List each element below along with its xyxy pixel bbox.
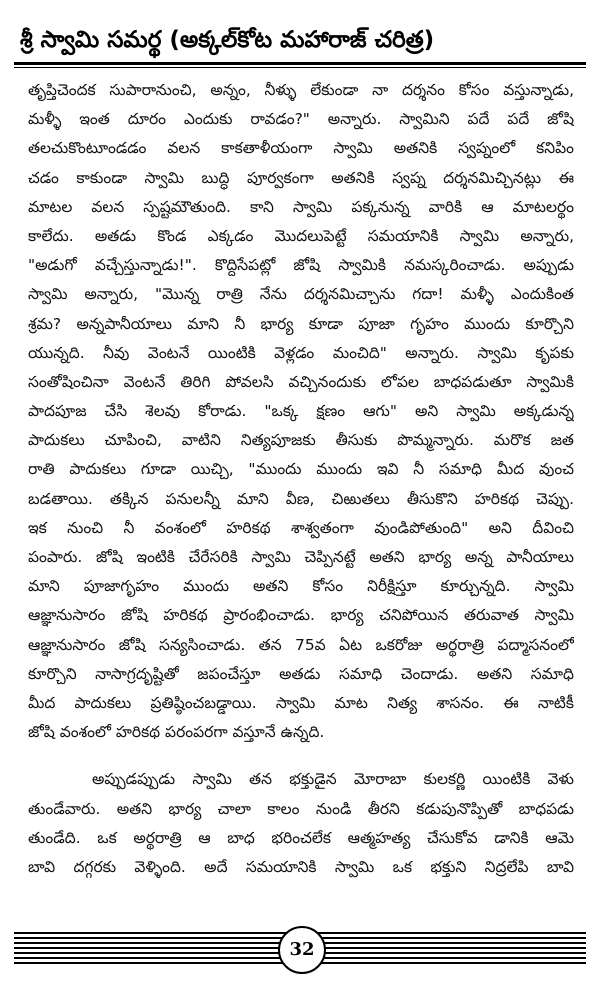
- header-rule-thin: [14, 67, 586, 68]
- text-line: మళ్ళీ ఇంత దూరం ఎందుకు రావడం?" అన్నారు. స్వామిని పదే పదే జోషి: [28, 110, 574, 129]
- running-header: [14, 22, 586, 62]
- text-line: యున్నది. నీవు వెంటనే యింటికి వెళ్లడం మంచిది" అన్నారు. స్వామి కృపకు: [28, 343, 574, 362]
- text-line: తలచుకొంటూండడం వలన కాకతాళీయంగా స్వామి అతనికి స్వప్నంలో కనిపిం: [28, 139, 574, 158]
- text-line: తుండేవారు. అతని భార్య చాలా కాలం నుండి తీరని కడుపునొప్పితో బాధపడు: [28, 799, 574, 818]
- text-line: "అడుగో వచ్చేస్తున్నాడు!". కొద్దిసేపట్లో జోషి స్వామికి నమస్కరించాడు. అప్పుడు: [28, 256, 574, 275]
- paragraph: [28, 76, 574, 747]
- text-line: అప్పుడప్పుడు స్వామి తన భక్తుడైన మోరాబా కులకర్ణి యింటికి వెళు: [92, 770, 574, 789]
- text-line: ఆజ్ఞానుసారం జోషి హరికథ ప్రారంభించాడు. భార్య చనిపోయిన తరువాత స్వామి: [28, 606, 574, 625]
- text-line: మాటల వలన స్పష్టమౌతుంది. కాని స్వామి పక్కనున్న వారికి ఆ మాటలర్థం: [28, 197, 574, 216]
- text-line: జోషి వంశంలో హరికథ పరంపరగా వస్తూనే ఉన్నది.: [28, 723, 325, 742]
- text-line: స్వామి అన్నారు, "మొన్న రాత్రి నేను దర్శనమిచ్చాను గదా! మళ్ళీ ఎందుకింత: [28, 285, 574, 304]
- text-line: కాలేదు. అతడు కొండ ఎక్కడం మొదలుపెట్టే సమయానికి స్వామి అన్నారు,: [28, 226, 574, 245]
- text-line: చడం కాకుండా స్వామి బుద్ధి పూర్వకంగా అతనికి స్వప్న దర్శనమిచ్చినట్లు ఈ: [28, 168, 574, 187]
- paragraph: [28, 765, 574, 882]
- text-line: పాదపూజ చేసి శెలవు కోరాడు. "ఒక్క క్షణం ఆగు" అని స్వామి అక్కడున్న: [28, 402, 574, 421]
- text-line: బావి దగ్గరకు వెళ్ళింది. అదే సమయానికి స్వామి ఒక భక్తుని నిద్రలేపి బావి: [28, 857, 574, 876]
- text-line: పాదుకలు చూపించి, వాటిని నిత్యపూజకు తీసుకు పొమ్మన్నారు. మరొక జత: [28, 431, 574, 450]
- text-line: తుండేది. ఒక అర్థరాత్రి ఆ బాధ భరించలేక ఆత్మహత్య చేసుకోవ డానికి ఆమె: [28, 828, 574, 847]
- text-line: ఇక నుంచి నీ వంశంలో హరికథ శాశ్వతంగా వుండిపోతుంది" అని దీవించి: [28, 518, 574, 537]
- page-footer: [14, 922, 586, 982]
- book-title: శ్రీ స్వామి సమర్థ (అక్కల్‌కోట మహారాజ్ చరిత్ర): [20, 27, 435, 53]
- body-text: [28, 76, 574, 882]
- header-rule: [14, 62, 586, 65]
- page-number: 32: [289, 939, 315, 960]
- text-line: పంపారు. జోషి ఇంటికి చేరేసరికి స్వామి చెప్పినట్టే అతని భార్య అన్న పానీయాలు: [28, 548, 574, 566]
- text-line: ఆజ్ఞానుసారం జోషి సన్యసించాడు. తన 75వ ఏట ఒకరోజు అర్థరాత్రి పద్మాసనంలో: [28, 635, 574, 654]
- text-line: బడతాయి. తక్కిన పనులన్నీ మాని వీణ, చిఱుతలు తీసుకొని హరికథ చెప్పు.: [28, 489, 574, 508]
- text-line: సంతోషించినా వెంటనే తిరిగి పోవలసి వచ్చినందుకు లోపల బాధపడుతూ స్వామికి: [28, 372, 574, 391]
- page-number-badge: [278, 926, 326, 974]
- text-line: మాని పూజాగృహం ముందు అతని కోసం నిరీక్షిస్తూ కూర్చున్నది. స్వామి: [28, 577, 574, 596]
- text-line: మీద పాదుకలు ప్రతిష్ఠించబడ్డాయి. స్వామి మాట నిత్య శాసనం. ఈ నాటికీ: [28, 693, 574, 712]
- text-line: శ్రమ? అన్నపానీయాలు మాని నీ భార్య కూడా పూజా గృహం ముందు కూర్చొని: [28, 314, 574, 333]
- text-line: కూర్చొని నాసాగ్రదృష్టితో జపంచేస్తూ అతడు సమాధి చెందాడు. అతని సమాధి: [28, 664, 574, 683]
- text-line: రాతి పాదుకలు గూడా యిచ్చి, "ముందు ముందు ఇవి నీ సమాధి మీద వుంచ: [28, 460, 574, 479]
- text-line: తృప్తిచెందక సుపారానుంచి, అన్నం, నీళ్ళు లేకుండా నా దర్శనం కోసం వస్తున్నాడు,: [28, 81, 574, 99]
